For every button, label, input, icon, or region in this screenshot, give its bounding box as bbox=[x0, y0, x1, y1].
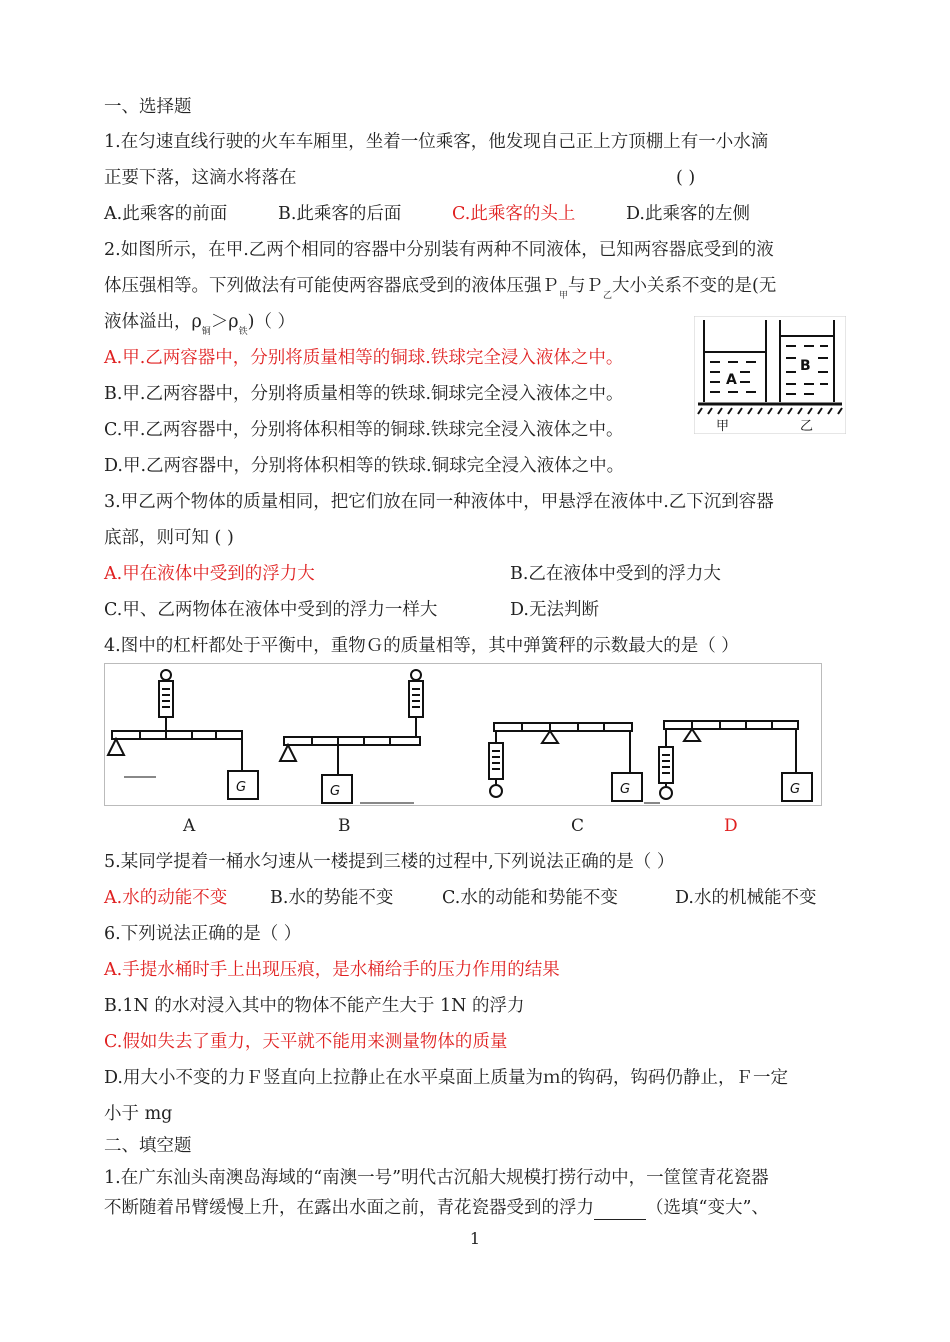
lever-label-b: B bbox=[338, 816, 351, 836]
container-a-label: A bbox=[726, 372, 737, 388]
levers-svg bbox=[104, 663, 822, 806]
q3-option-a-answer: A.甲在液体中受到的浮力大 bbox=[104, 564, 315, 584]
q1-option-d: D.此乘客的左侧 bbox=[626, 204, 750, 224]
q2-stem-line3-b: ＞ρ bbox=[210, 312, 239, 332]
q2-stem-line3-c: )（ ） bbox=[247, 312, 296, 332]
container-b-label: B bbox=[800, 358, 811, 374]
container-yi-label: 乙 bbox=[800, 419, 814, 434]
q2-containers-figure bbox=[694, 316, 846, 434]
q6-option-a-answer: A.手提水桶时手上出现压痕，是水桶给手的压力作用的结果 bbox=[104, 960, 560, 980]
q1-stem-line1: 1.在匀速直线行驶的火车车厢里，坐着一位乘客，他发现自己正上方顶棚上有一小水滴 bbox=[104, 132, 769, 152]
lever-label-d-answer: D bbox=[724, 816, 738, 836]
q2-stem-line2 bbox=[104, 274, 776, 301]
q2-option-d: D.甲.乙两容器中，分别将体积相等的铁球.铜球完全浸入液体之中。 bbox=[104, 456, 625, 476]
q6-option-b: B.1N 的水对浸入其中的物体不能产生大于 1N 的浮力 bbox=[104, 996, 525, 1016]
weight-g-c: G bbox=[620, 782, 631, 797]
q2-stem-line2-c: 大小关系不变的是(无 bbox=[612, 276, 777, 296]
q3-option-c: C.甲、乙两物体在液体中受到的浮力一样大 bbox=[104, 600, 438, 620]
q2-stem-line3-a: 液体溢出，ρ bbox=[104, 312, 202, 332]
weight-g-d: G bbox=[790, 782, 801, 797]
q6-option-c-answer: C.假如失去了重力，天平就不能用来测量物体的质量 bbox=[104, 1032, 508, 1052]
q1-answer-paren: ( ) bbox=[676, 168, 696, 188]
container-jia-label: 甲 bbox=[716, 419, 730, 434]
q5-stem: 5.某同学提着一桶水匀速从一楼提到三楼的过程中,下列说法正确的是（ ） bbox=[104, 852, 675, 872]
q6-stem: 6.下列说法正确的是（ ） bbox=[104, 924, 302, 944]
f1-stem-line2-b: （选填“变大”、 bbox=[646, 1198, 769, 1218]
lever-c bbox=[489, 723, 660, 803]
lever-label-a: A bbox=[183, 816, 196, 836]
weight-g-b: G bbox=[330, 784, 341, 799]
q5-option-a-answer: A.水的动能不变 bbox=[104, 888, 228, 908]
q6-option-d-line2: 小于 mg bbox=[104, 1104, 173, 1124]
q3-option-b: B.乙在液体中受到的浮力大 bbox=[510, 564, 721, 584]
q1-option-c-answer: C.此乘客的头上 bbox=[452, 204, 576, 224]
q2-stem-line2-a: 体压强相等。下列做法有可能使两容器底受到的液体压强Ｐ bbox=[104, 276, 559, 296]
q2-option-c: C.甲.乙两容器中，分别将体积相等的铜球.铁球完全浸入液体之中。 bbox=[104, 420, 624, 440]
q3-option-d: D.无法判断 bbox=[510, 600, 599, 620]
q3-stem-line2: 底部，则可知 ( ) bbox=[104, 528, 234, 548]
section-heading-fill: 二、填空题 bbox=[104, 1136, 192, 1156]
q4-stem: 4.图中的杠杆都处于平衡中，重物Ｇ的质量相等，其中弹簧秤的示数最大的是（ ） bbox=[104, 636, 739, 656]
q5-option-d: D.水的机械能不变 bbox=[675, 888, 817, 908]
lever-b bbox=[280, 670, 423, 803]
q5-option-c: C.水的动能和势能不变 bbox=[442, 888, 618, 908]
q2-stem-line3 bbox=[104, 310, 295, 337]
q5-option-b: B.水的势能不变 bbox=[270, 888, 394, 908]
weight-g-a: G bbox=[236, 780, 247, 795]
page-number: 1 bbox=[469, 1229, 481, 1248]
q4-levers-figure bbox=[104, 663, 822, 806]
containers-svg bbox=[694, 316, 846, 434]
q1-option-a: A.此乘客的前面 bbox=[104, 204, 228, 224]
fill-blank bbox=[594, 1201, 646, 1220]
f1-stem-line2-a: 不断随着吊臂缓慢上升，在露出水面之前，青花瓷器受到的浮力 bbox=[104, 1198, 594, 1218]
q2-option-b: B.甲.乙两容器中，分别将质量相等的铁球.铜球完全浸入液体之中。 bbox=[104, 384, 624, 404]
q1-stem-line2: 正要下落，这滴水将落在 bbox=[104, 168, 297, 188]
subscript-copper: 铜 bbox=[201, 327, 211, 337]
subscript-yi: 乙 bbox=[603, 291, 613, 301]
subscript-jia: 甲 bbox=[559, 291, 569, 301]
section-heading-choice: 一、选择题 bbox=[104, 97, 192, 117]
q2-stem-line1: 2.如图所示，在甲.乙两个相同的容器中分别装有两种不同液体，已知两容器底受到的液 bbox=[104, 240, 774, 260]
lever-label-c: C bbox=[571, 816, 585, 836]
f1-stem-line1: 1.在广东汕头南澳岛海域的“南澳一号”明代古沉船大规模打捞行动中，一筐筐青花瓷器 bbox=[104, 1168, 769, 1188]
f1-stem-line2 bbox=[104, 1196, 769, 1220]
q2-option-a-answer: A.甲.乙两容器中，分别将质量相等的铜球.铁球完全浸入液体之中。 bbox=[104, 348, 624, 368]
q6-option-d-line1: D.用大小不变的力Ｆ竖直向上拉静止在水平桌面上质量为ｍ的钩码，钩码仍静止，Ｆ一定 bbox=[104, 1068, 788, 1088]
q2-stem-line2-b: 与Ｐ bbox=[568, 276, 604, 296]
subscript-iron: 铁 bbox=[238, 327, 248, 337]
q1-option-b: B.此乘客的后面 bbox=[278, 204, 402, 224]
q3-stem-line1: 3.甲乙两个物体的质量相同，把它们放在同一种液体中，甲悬浮在液体中.乙下沉到容器 bbox=[104, 492, 774, 512]
